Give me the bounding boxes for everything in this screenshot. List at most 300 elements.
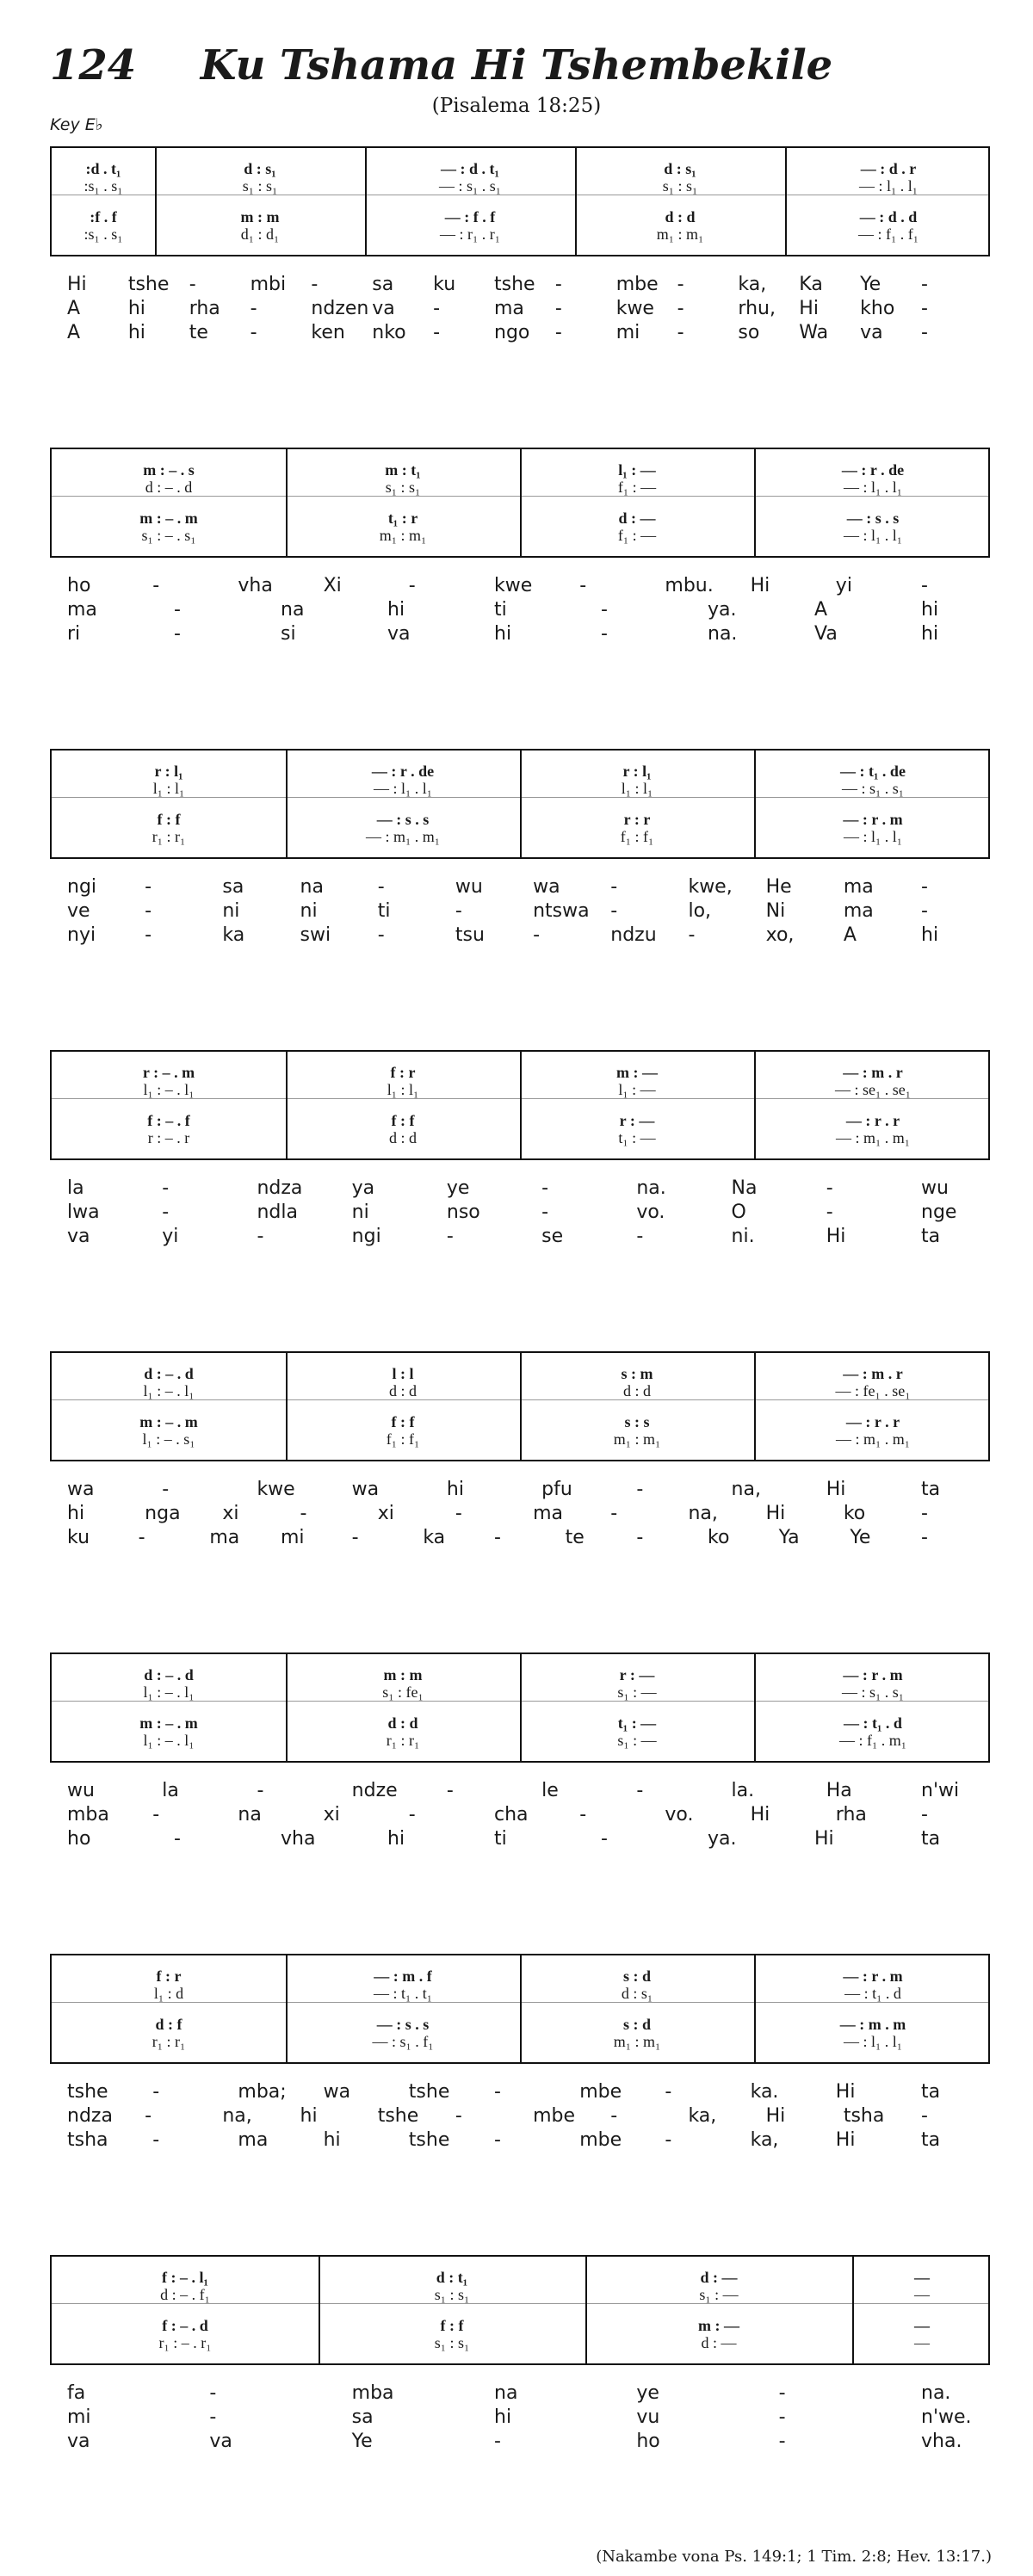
barline <box>286 1654 288 1761</box>
solfa-voice-2: — : t₁ . t₁ <box>373 1985 433 2002</box>
solfa-voice-4: s₁ : s₁ <box>434 2334 470 2351</box>
solfa-voice-4: f₁ : f₁ <box>386 1430 420 1448</box>
lyric-syllable: ma <box>209 1527 240 1548</box>
lyric-syllable: - <box>145 900 152 922</box>
lyric-syllable: mba <box>351 2382 394 2404</box>
solfa-voice-4: r₁ : r₁ <box>386 1732 420 1749</box>
lyric-syllable: ndzu <box>610 924 657 946</box>
solfa-voice-4: — : r₁ . r₁ <box>439 225 501 243</box>
lyric-syllable: mi <box>615 322 640 343</box>
solfa-voice-2: d : d <box>388 1382 417 1399</box>
solfa-voice-3: r : r <box>623 811 651 828</box>
lyric-syllable: tshe <box>494 274 535 295</box>
solfa-voice-1: — : r . m <box>843 1666 903 1683</box>
solfa-voice-1: f : r <box>390 1064 416 1081</box>
solfa-voice-3: — : r . r <box>845 1112 900 1129</box>
solfa-voice-1: d : s₁ <box>244 160 276 177</box>
solfa-voice-3: d : — <box>618 510 656 527</box>
lyric-syllable: - <box>455 2105 462 2127</box>
lyric-syllable: ho <box>636 2431 660 2452</box>
lyric-syllable: wu <box>67 1780 95 1801</box>
lyric-syllable: hi <box>446 1479 464 1500</box>
lyric-syllable: ye <box>636 2382 659 2404</box>
lyric-syllable: - <box>209 2382 217 2404</box>
barline <box>520 1654 522 1761</box>
lyric-syllable: yi <box>835 575 852 596</box>
solfa-voice-4: — : f₁ . f₁ <box>857 225 919 243</box>
lyric-syllable: Hi <box>799 298 819 319</box>
solfa-voice-3: d : f <box>155 2016 182 2033</box>
lyric-syllable: - <box>826 1177 833 1199</box>
lyric-syllable: - <box>921 900 928 922</box>
solfa-voice-4: s₁ : — <box>617 1732 657 1749</box>
barline <box>520 1052 522 1158</box>
lyric-syllable: hi <box>921 623 939 645</box>
solfa-voice-2: l₁ : – . l₁ <box>143 1683 195 1701</box>
lyric-syllable: - <box>778 2431 786 2452</box>
lyric-syllable: - <box>778 2406 786 2428</box>
lyric-syllable: ndza <box>257 1177 303 1199</box>
barline <box>785 148 787 255</box>
lyric-syllable: - <box>145 924 152 946</box>
lyric-syllable: va <box>372 298 395 319</box>
lyric-syllable: mbe <box>579 2129 622 2151</box>
solfa-voice-3: — : r . m <box>843 811 903 828</box>
solfa-voice-4: d : d <box>388 1129 417 1146</box>
solfa-voice-3: t₁ : r <box>387 510 418 527</box>
lyric-syllable: - <box>257 1226 264 1247</box>
solfa-voice-2: s₁ : s₁ <box>385 479 421 496</box>
score-system-6 <box>50 1652 990 1763</box>
lyric-syllable: - <box>554 274 562 295</box>
lyric-syllable: tshe <box>127 274 170 295</box>
lyric-syllable: mi <box>67 2406 91 2428</box>
lyric-syllable: n'wi <box>921 1780 960 1801</box>
lyric-verse-2 <box>67 900 973 923</box>
solfa-voice-4: l₁ : – . s₁ <box>142 1430 195 1448</box>
lyric-syllable: - <box>921 298 928 319</box>
lyric-syllable: - <box>162 1479 170 1500</box>
lyric-verse-3 <box>67 2129 973 2152</box>
lyric-syllable: cha <box>494 1804 529 1825</box>
lyric-syllable: - <box>138 1527 145 1548</box>
lyric-syllable: nga <box>145 1503 181 1524</box>
barline <box>286 1052 288 1158</box>
lyric-syllable: pfu <box>541 1479 572 1500</box>
solfa-voice-4: l₁ : – . l₁ <box>143 1732 195 1749</box>
solfa-voice-3: r : — <box>619 1112 655 1129</box>
lyric-syllable: na, <box>222 2105 252 2127</box>
lyric-syllable: vu <box>636 2406 660 2428</box>
lyric-syllable: ma <box>494 298 524 319</box>
barline <box>286 1353 288 1460</box>
lyric-syllable: ni. <box>731 1226 755 1247</box>
lyric-syllable: ho <box>67 575 91 596</box>
barline <box>520 1353 522 1460</box>
lyric-syllable: hi <box>494 623 512 645</box>
solfa-voice-1: — : r . de <box>371 763 435 780</box>
solfa-voice-1: d : – . d <box>144 1365 194 1382</box>
solfa-voice-3: — : f . f <box>444 208 496 225</box>
lyric-syllable: - <box>455 900 462 922</box>
solfa-voice-1: d : – . d <box>144 1666 194 1683</box>
score-system-3 <box>50 749 990 859</box>
solfa-voice-4: m₁ : m₁ <box>379 527 427 544</box>
lyric-verse-2 <box>67 1804 973 1826</box>
score-system-7 <box>50 1954 990 2064</box>
solfa-voice-4: r₁ : r₁ <box>152 828 186 845</box>
lyric-syllable: ku <box>67 1527 90 1548</box>
solfa-voice-4: f₁ : — <box>617 527 657 544</box>
barline <box>754 1052 756 1158</box>
solfa-voice-2: :s₁ . s₁ <box>84 177 123 195</box>
lyric-syllable: ya. <box>708 599 737 621</box>
lyric-syllable: Hi <box>765 2105 786 2127</box>
solfa-voice-4: m₁ : m₁ <box>613 2033 661 2050</box>
lyric-syllable: - <box>921 1527 928 1548</box>
score-system-1 <box>50 146 990 256</box>
lyric-syllable: si <box>281 623 296 645</box>
lyric-syllable: sa <box>351 2406 374 2428</box>
solfa-voice-3: t₁ : — <box>617 1714 657 1732</box>
lyric-verse-1 <box>67 2382 973 2405</box>
lyric-syllable: Hi <box>835 2129 856 2151</box>
lyric-syllable: wu <box>921 1177 949 1199</box>
lyric-syllable: - <box>351 1527 359 1548</box>
lyric-syllable: Hi <box>835 2081 856 2103</box>
barline <box>286 751 288 857</box>
solfa-voice-1: r : — <box>619 1666 655 1683</box>
solfa-voice-1: m : m <box>383 1666 423 1683</box>
lyric-syllable: - <box>636 1479 644 1500</box>
lyric-syllable: ndze <box>351 1780 398 1801</box>
solfa-voice-1: l₁ : — <box>618 461 656 479</box>
solfa-voice-1: m : – . s <box>143 461 195 479</box>
solfa-voice-1: m : t₁ <box>385 461 421 479</box>
lyric-verse-2 <box>67 2406 973 2429</box>
lyric-syllable: Ye <box>860 274 881 295</box>
lyric-syllable: la. <box>731 1780 755 1801</box>
lyric-syllable: nyi <box>67 924 96 946</box>
lyric-syllable: - <box>152 575 160 596</box>
lyric-syllable: ma <box>843 876 874 898</box>
lyric-verse-1 <box>67 2081 973 2103</box>
lyric-syllable: - <box>921 2105 928 2127</box>
solfa-voice-1: r : l₁ <box>622 763 652 780</box>
lyric-syllable: vha <box>238 575 273 596</box>
solfa-voice-4: s₁ : – . s₁ <box>141 527 196 544</box>
lyric-syllable: - <box>636 1527 644 1548</box>
lyric-syllable: la <box>162 1780 179 1801</box>
lyric-syllable: - <box>152 1804 160 1825</box>
lyric-syllable: - <box>677 322 684 343</box>
barline <box>319 2257 320 2363</box>
lyric-syllable: ta <box>921 1479 941 1500</box>
lyric-syllable: Ye <box>850 1527 871 1548</box>
lyric-syllable: ho <box>67 1828 91 1850</box>
solfa-voice-2: — : fe₁ . se₁ <box>835 1382 911 1399</box>
score-system-8 <box>50 2255 990 2365</box>
lyric-syllable: wa <box>533 876 560 898</box>
lyric-syllable: - <box>152 2129 160 2151</box>
lyric-syllable: ken <box>311 322 345 343</box>
solfa-voice-3: s : s <box>624 1413 650 1430</box>
lyric-syllable: vha <box>281 1828 316 1850</box>
lyric-syllable: la <box>67 1177 84 1199</box>
lyric-syllable: mbe <box>579 2081 622 2103</box>
lyric-syllable: Hi <box>826 1479 846 1500</box>
lyric-syllable: - <box>610 900 618 922</box>
lyric-syllable: vo. <box>636 1202 665 1223</box>
lyric-syllable: hi <box>494 2406 512 2428</box>
lyric-syllable: hi <box>127 322 145 343</box>
lyric-syllable: Na <box>731 1177 758 1199</box>
solfa-voice-1: — : r . de <box>841 461 905 479</box>
lyric-verse-2 <box>67 2105 973 2128</box>
solfa-voice-4: — : m₁ . m₁ <box>835 1129 911 1146</box>
lyric-syllable: wa <box>351 1479 380 1500</box>
solfa-voice-2: l₁ : l₁ <box>387 1081 419 1098</box>
lyric-syllable: - <box>250 322 257 343</box>
lyric-syllable: hi <box>387 599 405 621</box>
lyric-syllable: - <box>494 2129 501 2151</box>
lyric-syllable: - <box>174 599 181 621</box>
lyric-syllable: mbe <box>533 2105 576 2127</box>
solfa-voice-1: — : m . r <box>843 1365 903 1382</box>
lyric-verse-3 <box>67 1226 973 1248</box>
lyric-syllable: ka, <box>750 2129 779 2151</box>
solfa-voice-1: — : m . f <box>374 1968 432 1985</box>
lyric-verse-1 <box>67 876 973 899</box>
lyric-syllable: na <box>300 876 324 898</box>
lyric-syllable: - <box>433 298 441 319</box>
lyric-syllable: - <box>601 623 608 645</box>
solfa-voice-3: — : m . m <box>839 2016 906 2033</box>
solfa-voice-1: s : d <box>622 1968 651 1985</box>
solfa-voice-2: l₁ : d <box>153 1985 184 2002</box>
solfa-voice-3: :f . f <box>90 208 117 225</box>
lyric-syllable: - <box>921 274 928 295</box>
hymn-number: 124 <box>50 41 137 90</box>
lyric-syllable: - <box>688 924 696 946</box>
solfa-voice-3: — : t₁ . d <box>844 1714 902 1732</box>
solfa-voice-2: — : t₁ . d <box>844 1985 901 2002</box>
solfa-voice-3: d : d <box>665 208 696 225</box>
lyric-syllable: le <box>541 1780 559 1801</box>
barline <box>520 449 522 556</box>
solfa-voice-3: m : – . m <box>139 1413 198 1430</box>
solfa-voice-1: — : t₁ . de <box>840 763 906 780</box>
lyric-syllable: nko <box>372 322 406 343</box>
lyric-syllable: va <box>387 623 411 645</box>
solfa-voice-2: l₁ : — <box>618 1081 656 1098</box>
lyric-syllable: - <box>162 1202 170 1223</box>
lyric-syllable: ngi <box>67 876 97 898</box>
solfa-voice-1: d : t₁ <box>436 2269 468 2286</box>
lyric-syllable: na, <box>688 1503 718 1524</box>
lyric-syllable: ngo <box>494 322 530 343</box>
lyric-syllable: xo, <box>765 924 795 946</box>
lyric-syllable: - <box>677 274 684 295</box>
lyric-syllable: lwa <box>67 1202 100 1223</box>
solfa-voice-3: f : f <box>391 1413 415 1430</box>
solfa-voice-3: m : — <box>698 2317 739 2334</box>
lyric-syllable: Wa <box>799 322 829 343</box>
lyric-syllable: ni <box>351 1202 369 1223</box>
lyric-syllable: - <box>174 623 181 645</box>
lyric-syllable: - <box>665 2129 672 2151</box>
lyric-syllable: - <box>446 1226 454 1247</box>
solfa-voice-3: f : f <box>157 811 181 828</box>
solfa-voice-3: f : f <box>440 2317 464 2334</box>
lyric-syllable: Ka <box>799 274 823 295</box>
lyric-syllable: - <box>610 2105 618 2127</box>
lyric-syllable: mbu. <box>665 575 714 596</box>
lyric-syllable: swi <box>300 924 331 946</box>
lyric-syllable: sa <box>372 274 394 295</box>
solfa-voice-4: d : — <box>701 2334 737 2351</box>
lyric-syllable: na <box>494 2382 518 2404</box>
solfa-voice-1: d : s₁ <box>664 160 696 177</box>
lyric-syllable: ta <box>921 2129 941 2151</box>
solfa-voice-2: — : s₁ . s₁ <box>438 177 502 195</box>
lyric-syllable: se <box>541 1226 564 1247</box>
solfa-voice-1: l : l <box>392 1365 414 1382</box>
lyric-syllable: - <box>677 298 684 319</box>
footer-references: (Nakambe vona Ps. 149:1; 1 Tim. 2:8; Hev. 13:17.) <box>596 2548 992 2566</box>
lyric-syllable: mi <box>281 1527 305 1548</box>
barline <box>754 1955 756 2062</box>
solfa-voice-1: f : r <box>156 1968 182 1985</box>
lyric-syllable: Hi <box>814 1828 834 1850</box>
solfa-voice-1: — <box>914 2269 930 2286</box>
lyric-verse-3 <box>67 322 973 344</box>
solfa-voice-4: — : s₁ . f₁ <box>372 2033 434 2050</box>
solfa-voice-2: s₁ : s₁ <box>242 177 278 195</box>
lyric-syllable: kwe <box>615 298 654 319</box>
lyric-verse-3 <box>67 2431 973 2453</box>
lyric-syllable: Hi <box>750 575 770 596</box>
solfa-voice-4: m₁ : m₁ <box>656 225 704 243</box>
lyric-syllable: - <box>541 1177 549 1199</box>
lyric-syllable: nso <box>446 1202 480 1223</box>
lyric-syllable: - <box>665 2081 672 2103</box>
lyric-syllable: ka, <box>738 274 767 295</box>
lyric-syllable: rha <box>835 1804 867 1825</box>
lyric-syllable: n'we. <box>921 2406 972 2428</box>
lyric-syllable: na. <box>636 1177 666 1199</box>
solfa-voice-1: d : — <box>700 2269 738 2286</box>
solfa-voice-2: — : l₁ . l₁ <box>843 479 903 496</box>
lyric-syllable: ya. <box>708 1828 737 1850</box>
solfa-voice-3: d : d <box>387 1714 418 1732</box>
lyric-syllable: - <box>189 274 196 295</box>
solfa-voice-3: — : s . s <box>846 510 900 527</box>
score-system-4 <box>50 1050 990 1160</box>
lyric-syllable: Hi <box>67 274 87 295</box>
lyric-syllable: rha <box>189 298 220 319</box>
lyric-syllable: - <box>533 924 541 946</box>
solfa-voice-3: m : – . m <box>139 1714 198 1732</box>
solfa-voice-2: — : l₁ . l₁ <box>858 177 919 195</box>
lyric-syllable: yi <box>162 1226 179 1247</box>
barline <box>754 449 756 556</box>
lyric-syllable: - <box>921 575 928 596</box>
lyric-syllable: - <box>408 1804 416 1825</box>
lyric-syllable: ma <box>67 599 97 621</box>
solfa-voice-1: m : — <box>616 1064 658 1081</box>
key-signature: Key E♭ <box>50 115 103 134</box>
solfa-voice-2: l₁ : l₁ <box>152 780 185 797</box>
lyric-syllable: ka <box>423 1527 446 1548</box>
lyric-syllable: He <box>765 876 792 898</box>
lyric-syllable: ti <box>494 599 507 621</box>
lyric-syllable: - <box>601 1828 608 1850</box>
solfa-voice-4: — : l₁ . l₁ <box>843 2033 903 2050</box>
lyric-syllable: - <box>455 1503 462 1524</box>
lyric-syllable: fa <box>67 2382 86 2404</box>
solfa-voice-2: — : l₁ . l₁ <box>373 780 433 797</box>
lyric-syllable: ka <box>222 924 245 946</box>
lyric-syllable: - <box>145 2105 152 2127</box>
solfa-voice-4: f₁ : f₁ <box>620 828 654 845</box>
score-system-2 <box>50 448 990 558</box>
lyric-syllable: Hi <box>826 1226 846 1247</box>
solfa-voice-2: — : se₁ . se₁ <box>834 1081 912 1098</box>
solfa-voice-3: s : d <box>622 2016 651 2033</box>
lyric-syllable: va <box>67 1226 90 1247</box>
lyric-syllable: - <box>778 2382 786 2404</box>
lyric-syllable: hi <box>127 298 145 319</box>
lyric-syllable: hi <box>921 599 939 621</box>
lyric-verse-2 <box>67 298 973 320</box>
lyric-syllable: A <box>843 924 857 946</box>
barline <box>852 2257 854 2363</box>
solfa-voice-4: — : l₁ . l₁ <box>843 828 903 845</box>
solfa-voice-2: f₁ : — <box>617 479 657 496</box>
lyric-syllable: nge <box>921 1202 957 1223</box>
lyric-syllable: O <box>731 1202 746 1223</box>
barline <box>754 1353 756 1460</box>
lyric-syllable: - <box>541 1202 549 1223</box>
solfa-voice-4: — <box>914 2334 930 2351</box>
lyric-verse-2 <box>67 1202 973 1224</box>
solfa-voice-4: :s₁ . s₁ <box>84 225 123 243</box>
lyric-syllable: Hi <box>765 1503 786 1524</box>
lyric-syllable: ko <box>843 1503 866 1524</box>
lyric-syllable: - <box>636 1780 644 1801</box>
lyric-syllable: xi <box>323 1804 340 1825</box>
lyric-syllable: ni <box>222 900 240 922</box>
lyric-syllable: ve <box>67 900 90 922</box>
solfa-voice-3: — : s . s <box>376 811 430 828</box>
lyric-syllable: te <box>565 1527 585 1548</box>
solfa-voice-1: — : m . r <box>843 1064 903 1081</box>
lyric-syllable: - <box>921 322 928 343</box>
lyric-syllable: ma <box>843 900 874 922</box>
lyric-syllable: na <box>238 1804 262 1825</box>
lyric-syllable: ndza <box>67 2105 113 2127</box>
lyric-syllable: wa <box>323 2081 351 2103</box>
lyric-syllable: tsu <box>455 924 485 946</box>
lyric-syllable: kwe <box>257 1479 295 1500</box>
lyric-syllable: Ni <box>765 900 786 922</box>
barline <box>286 449 288 556</box>
lyric-verse-3 <box>67 1527 973 1549</box>
lyric-syllable: - <box>377 924 385 946</box>
lyric-verse-3 <box>67 623 973 646</box>
lyric-syllable: ko <box>708 1527 730 1548</box>
